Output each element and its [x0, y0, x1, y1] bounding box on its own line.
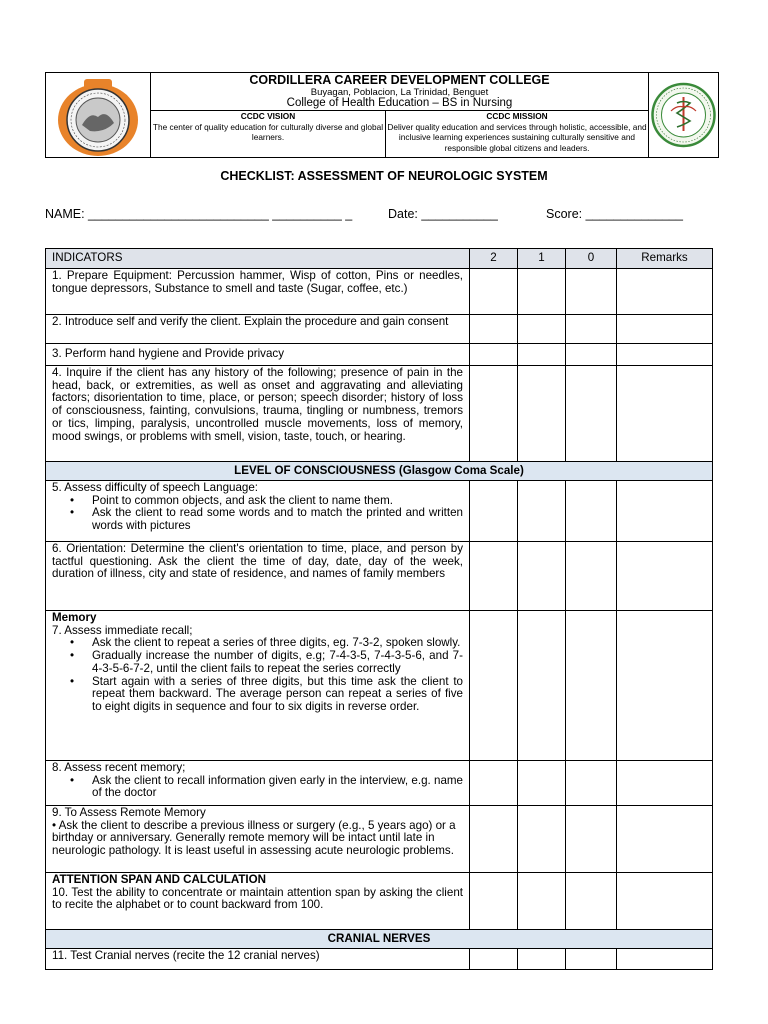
- score-0-cell[interactable]: [566, 481, 617, 542]
- table-row: [46, 611, 713, 761]
- score-1-cell[interactable]: [518, 611, 566, 761]
- bullet-list: [52, 495, 463, 533]
- score-2-cell[interactable]: [470, 873, 518, 930]
- college-address: Buyagan, Poblacion, La Trinidad, Benguet: [310, 87, 489, 98]
- section-cranial-nerves: CRANIAL NERVES: [46, 930, 713, 949]
- item-8-title: 8. Assess recent memory;: [52, 761, 186, 774]
- score-2-cell[interactable]: [470, 542, 518, 611]
- college-name: CORDILLERA CAREER DEVELOPMENT COLLEGE: [249, 73, 550, 87]
- table-row: [46, 481, 713, 542]
- header-score-0: 0: [566, 249, 617, 269]
- score-2-cell[interactable]: [470, 611, 518, 761]
- department: College of Health Education – BS in Nursing: [286, 97, 513, 109]
- score-0-cell[interactable]: [566, 611, 617, 761]
- remarks-cell[interactable]: [617, 315, 713, 344]
- list-item: • Ask the client to repeat a series of three digits, eg. 7-3-2, spoken slowly.: [92, 637, 463, 650]
- remarks-cell[interactable]: [617, 949, 713, 970]
- remarks-cell[interactable]: [617, 761, 713, 806]
- section-row: [46, 930, 713, 949]
- score-0-cell[interactable]: [566, 806, 617, 873]
- indicator-cell: [46, 611, 470, 761]
- score-0-cell[interactable]: [566, 269, 617, 315]
- score-0-cell[interactable]: [566, 315, 617, 344]
- remarks-cell[interactable]: [617, 542, 713, 611]
- table-row: [46, 366, 713, 462]
- attention-label: ATTENTION SPAN AND CALCULATION: [52, 873, 267, 886]
- item-7-title: 7. Assess immediate recall;: [52, 623, 193, 637]
- indicator-cell: 6. Orientation: Determine the client's orientation to time, place, and person by tactful questioning. Ask the client the time of day, date, day of the week, duration of illness, city and state of residence, and names of family members: [46, 542, 470, 611]
- divider: [385, 110, 386, 157]
- item-9-text: • Ask the client to describe a previous illness or surgery (e.g., 5 years ago) or a birthday or anniversary. Generally remote memory will be intact until late in neurologic pathology. It is least useful in assessing acute neurologic problems.: [52, 818, 456, 858]
- score-1-cell[interactable]: [518, 806, 566, 873]
- remarks-cell[interactable]: [617, 481, 713, 542]
- item-5-title: 5. Assess difficulty of speech Language:: [52, 481, 259, 494]
- score-2-cell[interactable]: [470, 806, 518, 873]
- table-row: [46, 873, 713, 930]
- score-0-cell[interactable]: [566, 542, 617, 611]
- score-1-cell[interactable]: [518, 542, 566, 611]
- table-row: [46, 344, 713, 366]
- section-level-of-consciousness: LEVEL OF CONSCIOUSNESS (Glasgow Coma Scale): [46, 462, 713, 481]
- indicator-cell: [46, 761, 470, 806]
- score-1-cell[interactable]: [518, 269, 566, 315]
- indicator-cell: 2. Introduce self and verify the client. Explain the procedure and gain consent: [46, 315, 470, 344]
- indicator-cell: 1. Prepare Equipment: Percussion hammer, Wisp of cotton, Pins or needles, tongue depressors, Substance to smell and taste (Sugar, coffee, etc.): [46, 269, 470, 315]
- list-item: • Start again with a series of three digits, but this time ask the client to repeat them backward. The average person can repeat a series of five to eight digits in sequence and four to six digits in reverse order.: [92, 676, 463, 714]
- score-1-cell[interactable]: [518, 366, 566, 462]
- mission-title: CCDC MISSION: [486, 111, 548, 121]
- score-0-cell[interactable]: [566, 366, 617, 462]
- memory-label: Memory: [52, 611, 97, 624]
- vision-block: [151, 111, 385, 143]
- mission-text: Deliver quality education and services through holistic, accessible, and inclusive learning experiences sustaining culturally sensitive and responsible global citizens and leaders.: [387, 121, 647, 153]
- bullet-list: [52, 775, 463, 800]
- score-1-cell[interactable]: [518, 761, 566, 806]
- remarks-cell[interactable]: [617, 873, 713, 930]
- table-header-row: [46, 249, 713, 269]
- indicator-cell: [46, 873, 470, 930]
- table-row: [46, 949, 713, 970]
- table-row: [46, 269, 713, 315]
- score-2-cell[interactable]: [470, 269, 518, 315]
- score-1-cell[interactable]: [518, 949, 566, 970]
- header-score-2: 2: [470, 249, 518, 269]
- college-logo: [46, 73, 151, 157]
- table-row: [46, 315, 713, 344]
- health-education-seal: [648, 73, 718, 157]
- letterhead: [45, 72, 719, 158]
- score-2-cell[interactable]: [470, 344, 518, 366]
- score-2-cell[interactable]: [470, 761, 518, 806]
- indicator-cell: [46, 806, 470, 873]
- score-2-cell[interactable]: [470, 366, 518, 462]
- indicator-cell: 4. Inquire if the client has any history of the following; presence of pain in the head, back, or extremities, as well as onset and aggravating and alleviating factors; disorientation to time, place, or person; speech disorder; history of loss of consciousness, fainting, convulsions, trauma, tingling or numbness, tremors or tics, limping, paralysis, uncontrolled muscle movements, loss of memory, mood swings, or problems with smell, vision, taste, touch, or hearing.: [46, 366, 470, 462]
- list-item: • Ask the client to read some words and to match the printed and written words with pictures: [92, 507, 463, 532]
- remarks-cell[interactable]: [617, 611, 713, 761]
- header-indicators: INDICATORS: [46, 249, 470, 269]
- vision-title: CCDC VISION: [240, 111, 296, 121]
- table-row: [46, 761, 713, 806]
- remarks-cell[interactable]: [617, 269, 713, 315]
- score-1-cell[interactable]: [518, 344, 566, 366]
- section-row: [46, 462, 713, 481]
- checklist-table: [45, 248, 713, 970]
- remarks-cell[interactable]: [617, 344, 713, 366]
- bullet-list: [52, 637, 463, 713]
- table-row: [46, 542, 713, 611]
- date-field[interactable]: Date: ___________: [388, 207, 498, 221]
- score-0-cell[interactable]: [566, 344, 617, 366]
- indicator-cell: [46, 481, 470, 542]
- document-title: CHECKLIST: ASSESSMENT OF NEUROLOGIC SYSTEM: [220, 169, 548, 183]
- score-field[interactable]: Score: ______________: [546, 207, 683, 221]
- indicator-cell: 11. Test Cranial nerves (recite the 12 cranial nerves): [46, 949, 470, 970]
- score-0-cell[interactable]: [566, 761, 617, 806]
- header-score-1: 1: [518, 249, 566, 269]
- score-0-cell[interactable]: [566, 873, 617, 930]
- header-remarks: Remarks: [617, 249, 713, 269]
- item-9-title: 9. To Assess Remote Memory: [52, 806, 206, 819]
- list-item: • Gradually increase the number of digits, e.g; 7-4-3-5, 7-4-3-5-6, and 7-4-3-5-6-7-2, until the client fails to repeat the series correctly: [92, 650, 463, 675]
- remarks-cell[interactable]: [617, 806, 713, 873]
- score-1-cell[interactable]: [518, 873, 566, 930]
- score-0-cell[interactable]: [566, 949, 617, 970]
- table-row: [46, 806, 713, 873]
- score-1-cell[interactable]: [518, 481, 566, 542]
- score-2-cell[interactable]: [470, 949, 518, 970]
- score-2-cell[interactable]: [470, 481, 518, 542]
- score-2-cell[interactable]: [470, 315, 518, 344]
- vision-text: The center of quality education for culturally diverse and global learners.: [152, 121, 384, 142]
- mission-block: [387, 111, 647, 153]
- list-item: • Ask the client to recall information given early in the interview, e.g. name of the doctor: [92, 775, 463, 800]
- indicator-cell: 3. Perform hand hygiene and Provide privacy: [46, 344, 470, 366]
- score-1-cell[interactable]: [518, 315, 566, 344]
- name-field[interactable]: NAME: __________________________ __________ _: [45, 207, 353, 221]
- item-10-text: 10. Test the ability to concentrate or maintain attention span by asking the client to recite the alphabet or to count backward from 100.: [52, 885, 463, 912]
- remarks-cell[interactable]: [617, 366, 713, 462]
- list-item: • Point to common objects, and ask the client to name them.: [92, 495, 463, 508]
